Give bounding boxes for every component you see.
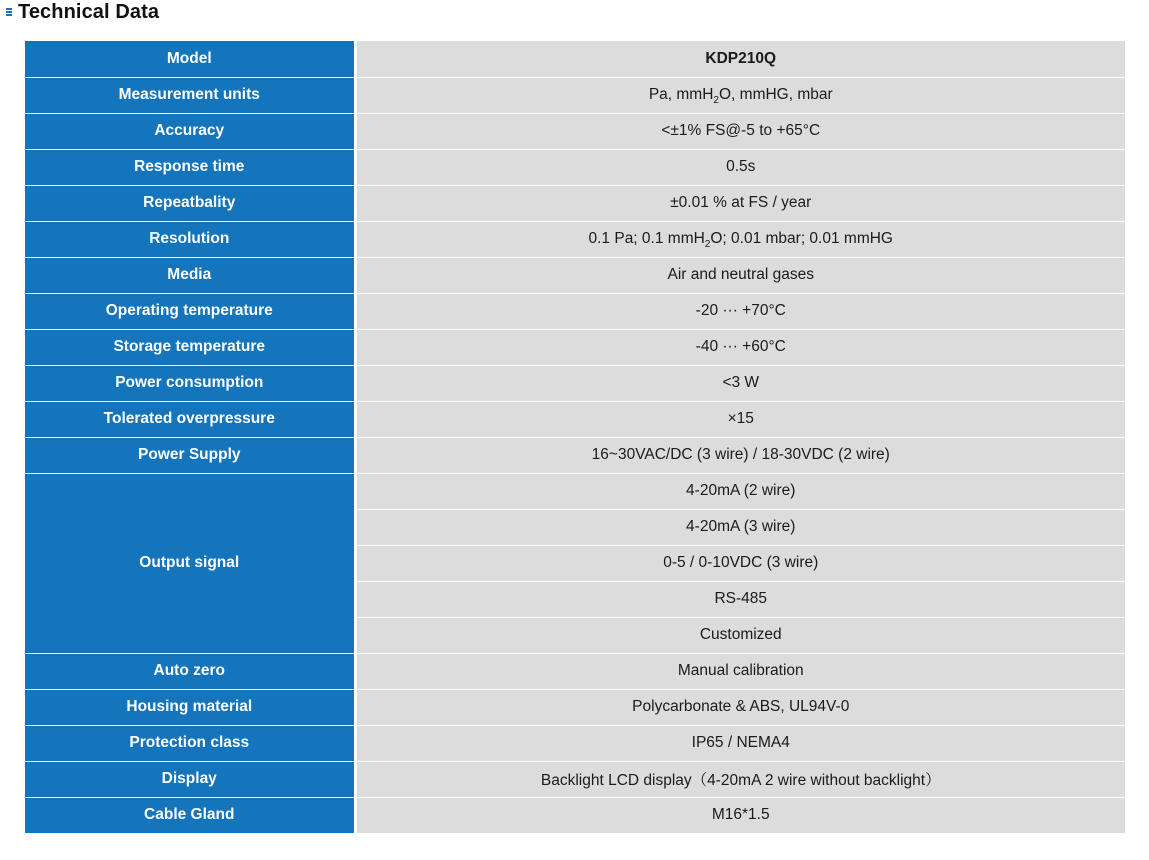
spec-row-repeatability xyxy=(25,185,1125,221)
spec-label: Model xyxy=(25,41,355,77)
spec-value: Manual calibration xyxy=(355,653,1125,689)
page-title: Technical Data xyxy=(18,0,160,23)
spec-value: KDP210Q xyxy=(355,41,1125,77)
spec-label: Resolution xyxy=(25,221,355,257)
spec-row-protection-class xyxy=(25,725,1125,761)
spec-value: Backlight LCD display（4-20mA 2 wire without backlight） xyxy=(355,761,1125,797)
spec-label: Tolerated overpressure xyxy=(25,401,355,437)
spec-row-model xyxy=(25,41,1125,77)
spec-value: -20 ··· +70°C xyxy=(355,293,1125,329)
spec-value: <3 W xyxy=(355,365,1125,401)
spec-label: Power consumption xyxy=(25,365,355,401)
list-icon xyxy=(6,7,12,17)
spec-value: 0.5s xyxy=(355,149,1125,185)
spec-row-cable-gland xyxy=(25,797,1125,833)
spec-value: Customized xyxy=(355,617,1125,653)
spec-label: Output signal xyxy=(25,473,355,653)
spec-label: Power Supply xyxy=(25,437,355,473)
spec-value: 0-5 / 0-10VDC (3 wire) xyxy=(355,545,1125,581)
spec-row-power-supply xyxy=(25,437,1125,473)
spec-row-measurement-units xyxy=(25,77,1125,113)
spec-value: 4-20mA (3 wire) xyxy=(355,509,1125,545)
spec-row-response-time xyxy=(25,149,1125,185)
spec-label: Storage temperature xyxy=(25,329,355,365)
spec-row-display xyxy=(25,761,1125,797)
spec-label: Operating temperature xyxy=(25,293,355,329)
spec-label: Measurement units xyxy=(25,77,355,113)
spec-value: Pa, mmH$_2$O, mmHG, mbar xyxy=(355,77,1125,113)
spec-value: 16~30VAC/DC (3 wire) / 18-30VDC (2 wire) xyxy=(355,437,1125,473)
spec-row-accuracy xyxy=(25,113,1125,149)
spec-label: Auto zero xyxy=(25,653,355,689)
spec-value: M16*1.5 xyxy=(355,797,1125,833)
spec-value: ±0.01 % at FS / year xyxy=(355,185,1125,221)
spec-label: Repeatbality xyxy=(25,185,355,221)
spec-label: Media xyxy=(25,257,355,293)
spec-value: Air and neutral gases xyxy=(355,257,1125,293)
spec-row-storage-temperature xyxy=(25,329,1125,365)
spec-value: Polycarbonate & ABS, UL94V-0 xyxy=(355,689,1125,725)
spec-row-output-signal xyxy=(25,473,1125,509)
spec-row-resolution xyxy=(25,221,1125,257)
spec-value: -40 ··· +60°C xyxy=(355,329,1125,365)
spec-value: RS-485 xyxy=(355,581,1125,617)
section-heading xyxy=(6,0,159,24)
spec-label: Housing material xyxy=(25,689,355,725)
spec-label: Cable Gland xyxy=(25,797,355,833)
spec-row-power-consumption xyxy=(25,365,1125,401)
spec-value: 0.1 Pa; 0.1 mmH$_2$O; 0.01 mbar; 0.01 mmHG xyxy=(355,221,1125,257)
spec-label: Protection class xyxy=(25,725,355,761)
spec-label: Accuracy xyxy=(25,113,355,149)
technical-data-table xyxy=(25,41,1125,833)
spec-label: Display xyxy=(25,761,355,797)
spec-value: 4-20mA (2 wire) xyxy=(355,473,1125,509)
spec-value: IP65 / NEMA4 xyxy=(355,725,1125,761)
spec-row-operating-temperature xyxy=(25,293,1125,329)
spec-value: ×15 xyxy=(355,401,1125,437)
spec-row-tolerated-overpressure xyxy=(25,401,1125,437)
spec-row-housing-material xyxy=(25,689,1125,725)
spec-value: <±1% FS@-5 to +65°C xyxy=(355,113,1125,149)
spec-row-auto-zero xyxy=(25,653,1125,689)
spec-row-media xyxy=(25,257,1125,293)
spec-label: Response time xyxy=(25,149,355,185)
